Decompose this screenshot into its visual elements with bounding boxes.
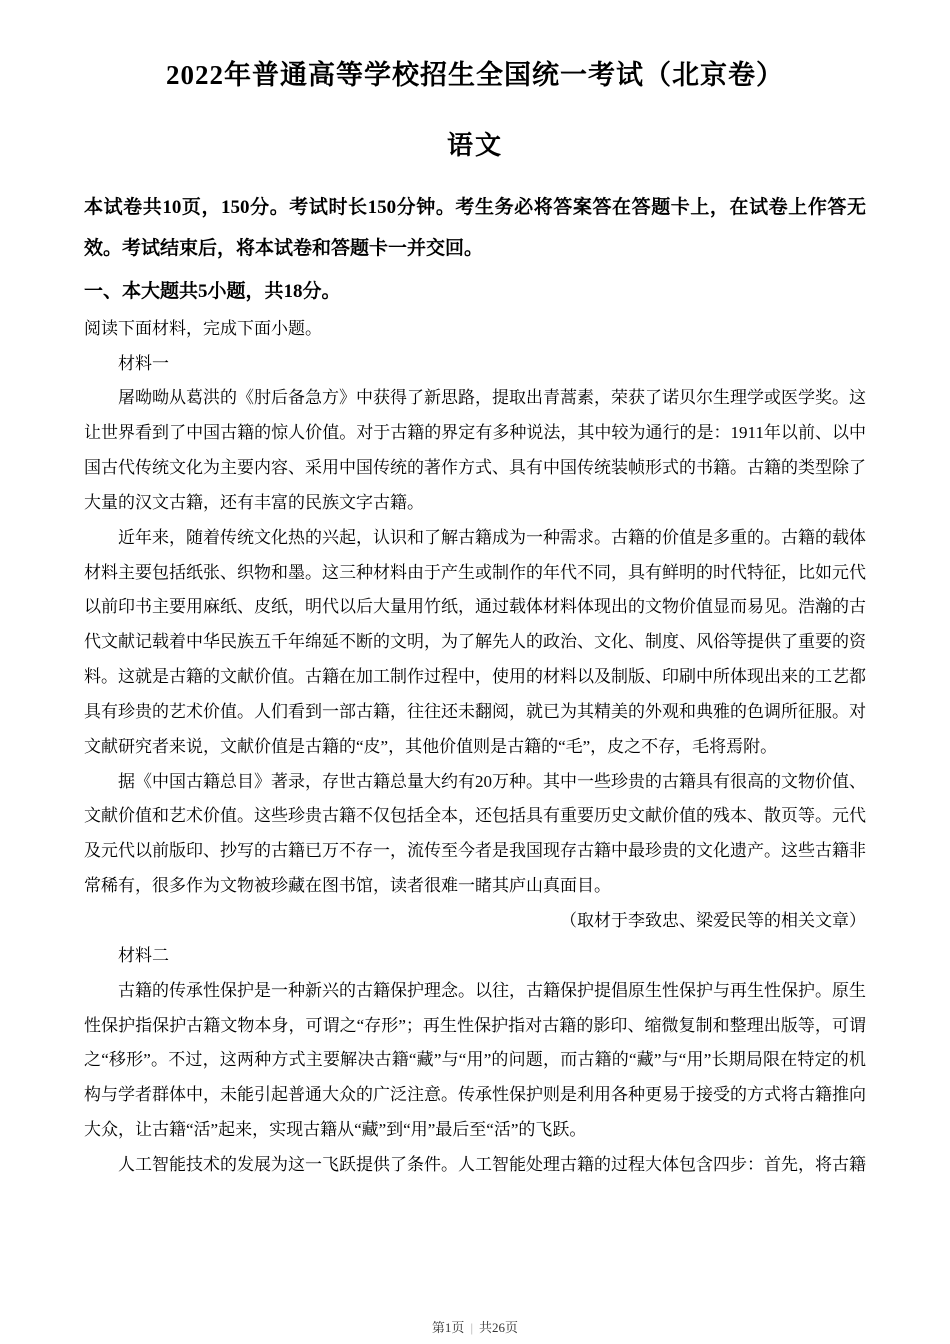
material-one-paragraph-2: 近年来，随着传统文化热的兴起，认识和了解古籍成为一种需求。古籍的价值是多重的。古籍的载体材料主要包括纸张、织物和墨。这三种材料由于产生或制作的年代不同，具有鲜明的时代特征，比如元代以前印书主要用麻纸、皮纸，明代以后大量用竹纸，通过载体材料体现出的文物价值显而易见。浩瀚的古代文献记载着中华民族五千年绵延不断的文明，为了解先人的政治、文化、制度、风俗等提供了重要的资料。这就是古籍的文献价值。古籍在加工制作过程中，使用的材料以及制版、印刷中所体现出来的工艺都具有珍贵的艺术价值。人们看到一部古籍，往往还未翻阅，就已为其精美的外观和典雅的色调所征服。对文献研究者来说，文献价值是古籍的“皮”，其他价值则是古籍的“毛”，皮之不存，毛将焉附。 (84, 527, 866, 756)
material-two-label: 材料二 (118, 945, 169, 965)
exam-title: 2022年普通高等学校招生全国统一考试（北京卷） (166, 60, 784, 90)
footer-separator: | (470, 1320, 474, 1335)
material-one-attribution: （取材于李致忠、梁爱民等的相关文章） (560, 911, 866, 931)
material-two-paragraph-1: 古籍的传承性保护是一种新兴的古籍保护理念。以往，古籍保护提倡原生性保护与再生性保护。原生性保护指保护古籍文物本身，可谓之“存形”；再生性保护指对古籍的影印、缩微复制和整理出版等，可谓之“移形”。不过，这两种方式主要解决古籍“藏”与“用”的问题，而古籍的“藏”与“用”长期局限在特定的机构与学者群体中，未能引起普通大众的广泛注意。传承性保护则是利用各种更易于接受的方式将古籍推向大众，让古籍“活”起来，实现古籍从“藏”到“用”最后至“活”的飞跃。 (84, 980, 866, 1140)
page-footer (0, 1317, 950, 1336)
material-one-paragraph-3: 据《中国古籍总目》著录，存世古籍总量大约有20万种。其中一些珍贵的古籍具有很高的文物价值、文献价值和艺术价值。这些珍贵古籍不仅包括全本，还包括具有重要历史文献价值的残本、散页等。元代及元代以前版印、抄写的古籍已万不存一，流传至今者是我国现存古籍中最珍贵的文化遗产。这些古籍非常稀有，很多作为文物被珍藏在图书馆，读者很难一睹其庐山真面目。 (84, 771, 866, 896)
footer-total-pages: 共26页 (479, 1320, 519, 1335)
section-one-heading: 一、本大题共5小题，共18分。 (84, 280, 341, 302)
exam-instructions: 本试卷共10页，150分。考试时长150分钟。考生务必将答案答在答题卡上，在试卷上作答无效。考试结束后，将本试卷和答题卡一并交回。 (84, 197, 866, 259)
material-one-paragraph-1: 屠呦呦从葛洪的《肘后备急方》中获得了新思路，提取出青蒿素，荣获了诺贝尔生理学或医学奖。这让世界看到了中国古籍的惊人价值。对于古籍的界定有多种说法，其中较为通行的是：1911年以前、以中国古代传统文化为主要内容、采用中国传统的著作方式、具有中国传统装帧形式的书籍。古籍的类型除了大量的汉文古籍，还有丰富的民族文字古籍。 (84, 388, 866, 512)
subject-title: 语文 (446, 131, 503, 161)
footer-page-number: 第1页 (431, 1320, 465, 1335)
reading-prompt: 阅读下面材料，完成下面小题。 (84, 318, 322, 338)
material-one-label: 材料一 (118, 353, 169, 373)
material-two-paragraph-2: 人工智能技术的发展为这一飞跃提供了条件。人工智能处理古籍的过程大体包含四步：首先，将古籍 (118, 1154, 866, 1174)
